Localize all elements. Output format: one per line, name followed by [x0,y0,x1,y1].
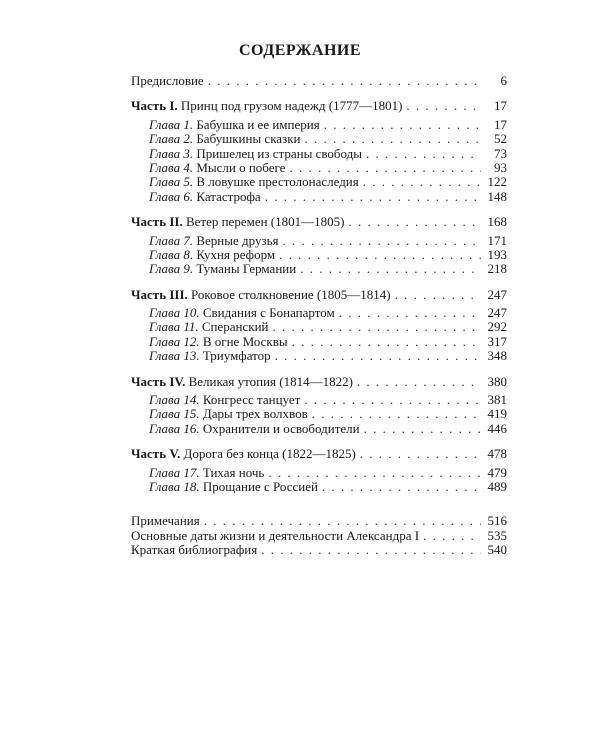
dot-leader [273,320,482,334]
part-title: Дорога без конца (1822—1825) [183,446,356,462]
toc-entry-chapter-10[interactable] [131,306,507,320]
chapter-title: Свидания с Бонапартом [202,305,335,321]
page-number: 419 [487,406,507,422]
chapter-prefix: Глава 9. [149,261,194,277]
toc-entry-chapter-5[interactable] [131,175,507,189]
dot-leader [292,335,481,349]
page-number: 193 [487,246,507,262]
chapter-prefix: Глава 8. [149,246,194,262]
page-number: 535 [487,527,507,543]
entry-label [149,349,271,363]
toc-entry-bibliography[interactable] [131,543,507,557]
chapter-prefix: Глава 3. [149,145,194,161]
dot-leader [282,234,481,248]
dot-leader [305,132,482,146]
page-number: 516 [487,513,507,529]
part-title: Принц под грузом надежд (1777—1801) [180,98,403,114]
dot-leader [208,74,481,88]
dot-leader [363,175,481,189]
chapter-title: В ловушке престолонаследия [196,174,359,190]
dot-leader [304,393,481,407]
toc-entry-part-1[interactable] [131,99,507,113]
dot-leader [395,288,481,302]
page-number: 381 [487,392,507,408]
chapter-prefix: Глава 6. [149,188,194,204]
chapter-prefix: Глава 15. [149,406,200,422]
chapter-prefix: Глава 10. [149,305,200,321]
toc-entry-chapter-9[interactable] [131,262,507,276]
toc-entry-chapter-15[interactable] [131,407,507,421]
dot-leader [364,422,481,436]
dot-leader [265,190,481,204]
dot-leader [279,248,481,262]
entry-label [149,422,360,436]
chapter-title: Дары трех волхвов [202,406,308,422]
page-number: 540 [487,542,507,558]
toc-entry-chapter-12[interactable] [131,335,507,349]
part-title: Великая утопия (1814—1822) [188,373,353,389]
part-prefix: Часть III. [131,286,188,302]
entry-label [131,288,391,302]
chapter-title: Кухня реформ [196,246,276,262]
page-number: 52 [494,131,507,147]
part-prefix: Часть IV. [131,373,186,389]
chapter-title: Верные друзья [196,232,279,248]
chapter-prefix: Глава 4. [149,159,194,175]
toc-entry-chapter-3[interactable] [131,147,507,161]
toc-entry-chapter-6[interactable] [131,190,507,204]
page-number: 148 [487,188,507,204]
entry-label: Примечания [131,513,200,529]
toc-entry-chronology[interactable] [131,529,507,543]
page-number: 73 [494,145,507,161]
entry-label [149,480,318,494]
dot-leader [366,147,481,161]
chapter-title: Прощание с Россией [202,478,318,494]
chapter-prefix: Глава 14. [149,392,200,408]
chapter-prefix: Глава 17. [149,464,200,480]
chapter-title: Сперанский [201,319,269,335]
entry-label [149,132,301,146]
toc-entry-chapter-18[interactable] [131,480,507,494]
entry-label: Краткая библиография [131,542,258,558]
chapter-title: Катастрофа [196,188,261,204]
table-of-contents [131,74,507,558]
page-number: 171 [487,232,507,248]
chapter-prefix: Глава 12. [149,333,200,349]
toc-entry-chapter-8[interactable] [131,248,507,262]
part-title: Роковое столкновение (1805—1814) [191,286,391,302]
chapter-prefix: Глава 13. [149,348,200,364]
entry-label [149,175,359,189]
dot-leader [268,466,481,480]
entry-label: Предисловие [131,73,204,88]
chapter-prefix: Глава 16. [149,420,200,436]
chapter-prefix: Глава 5. [149,174,194,190]
entry-label [149,161,285,175]
page-number: 479 [487,464,507,480]
dot-leader [406,99,481,113]
entry-label [149,335,288,349]
toc-entry-part-2[interactable] [131,215,507,229]
page-number: 122 [487,174,507,190]
toc-entry-preface[interactable] [131,74,507,88]
page-number: 478 [487,446,507,462]
toc-entry-chapter-13[interactable] [131,349,507,363]
entry-label [131,215,344,229]
entry-label [149,118,320,132]
page-number: 168 [487,214,507,230]
page-number: 348 [487,348,507,364]
entry-label [149,466,264,480]
chapter-title: Тихая ночь [202,464,265,480]
entry-label [131,447,356,461]
dot-leader [261,543,481,557]
page-number: 17 [494,98,507,114]
toc-entry-notes[interactable] [131,514,507,528]
chapter-prefix: Глава 11. [149,319,199,335]
dot-leader [312,407,481,421]
entry-label [149,407,308,421]
entry-label: Основные даты жизни и деятельности Александра I [131,527,420,543]
part-prefix: Часть II. [131,214,183,230]
chapter-title: Бабушка и ее империя [196,116,320,132]
page-title: СОДЕРЖАНИЕ [238,42,362,59]
chapter-title: В огне Москвы [202,333,288,349]
chapter-prefix: Глава 2. [149,131,194,147]
page-number: 446 [487,420,507,436]
page-number: 317 [487,333,507,349]
entry-label [149,262,296,276]
page-number: 6 [500,73,507,88]
toc-entry-chapter-4[interactable] [131,161,507,175]
dot-leader [322,480,481,494]
toc-entry-chapter-2[interactable] [131,132,507,146]
dot-leader [204,514,481,528]
chapter-prefix: Глава 7. [149,232,194,248]
part-title: Ветер перемен (1801—1805) [185,214,345,230]
chapter-title: Охранители и освободители [202,420,360,436]
dot-leader [357,375,481,389]
chapter-title: Конгресс танцует [202,392,301,408]
chapter-title: Триумфатор [202,348,271,364]
page-number: 292 [487,319,507,335]
entry-label [149,393,300,407]
page-number: 247 [487,305,507,321]
chapter-title: Бабушкины сказки [196,131,301,147]
chapter-title: Пришелец из страны свободы [196,145,363,161]
dot-leader [339,306,481,320]
page-number: 218 [487,261,507,277]
entry-label [149,190,261,204]
chapter-title: Туманы Германии [196,261,297,277]
page-number: 380 [487,373,507,389]
dot-leader [348,215,481,229]
toc-entry-chapter-1[interactable] [131,118,507,132]
toc-entry-chapter-17[interactable] [131,466,507,480]
page-number: 489 [487,478,507,494]
entry-label [131,375,353,389]
entry-label [149,147,362,161]
dot-leader [360,447,481,461]
entry-label [149,248,275,262]
entry-label [149,234,278,248]
part-prefix: Часть I. [131,98,178,114]
toc-entry-part-4[interactable] [131,375,507,389]
part-prefix: Часть V. [131,446,181,462]
toc-entry-chapter-11[interactable] [131,320,507,334]
toc-entry-chapter-16[interactable] [131,422,507,436]
entry-label [149,306,335,320]
dot-leader [289,161,481,175]
dot-leader [300,262,481,276]
entry-label [149,320,269,334]
toc-entry-chapter-14[interactable] [131,393,507,407]
page-number: 17 [494,116,507,132]
page-number: 247 [487,286,507,302]
toc-entry-chapter-7[interactable] [131,234,507,248]
chapter-prefix: Глава 18. [149,478,200,494]
chapter-title: Мысли о побеге [196,159,286,175]
entry-label [131,99,402,113]
chapter-prefix: Глава 1. [149,116,194,132]
dot-leader [423,529,481,543]
page-number: 93 [494,159,507,175]
toc-entry-part-5[interactable] [131,447,507,461]
dot-leader [275,349,481,363]
toc-entry-part-3[interactable] [131,288,507,302]
dot-leader [324,118,481,132]
